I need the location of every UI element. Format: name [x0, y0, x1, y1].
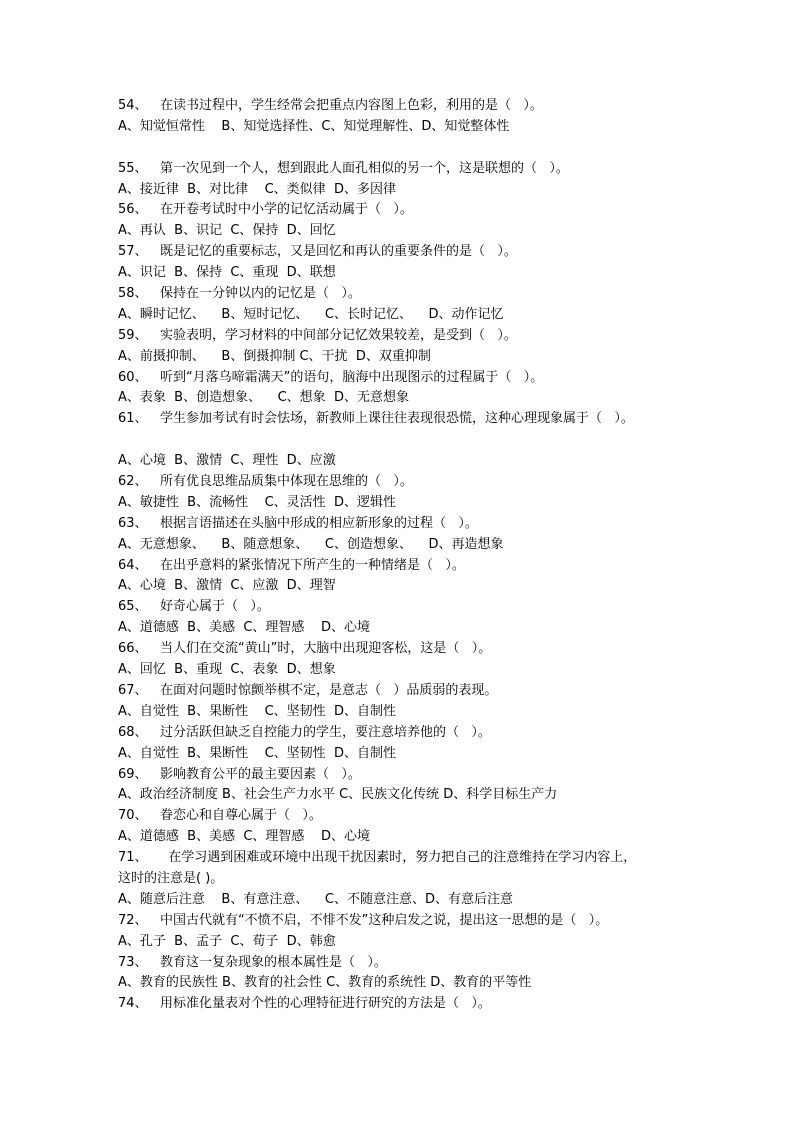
options-66: A、回忆 B、重现 C、表象 D、想象	[118, 662, 336, 678]
question-67: 67、 在面对问题时惊颤举棋不定，是意志（ ）品质弱的表现。	[118, 682, 498, 698]
options-57: A、识记 B、保持 C、重现 D、联想	[118, 265, 336, 281]
question-71-continued: 这时的注意是( )。	[118, 870, 224, 886]
blank-line	[118, 430, 718, 451]
options-68: A、自觉性 B、果断性 C、坚韧性 D、自制性	[118, 745, 396, 761]
question-list	[118, 96, 718, 1015]
question-73: 73、 教育这一复杂现象的根本属性是（ ）。	[118, 954, 387, 970]
options-59: A、前摄抑制、 B、倒摄抑制 C、干扰 D、双重抑制	[118, 348, 431, 364]
options-54: A、知觉恒常性 B、知觉选择性、C、知觉理解性、D、知觉整体性	[118, 118, 510, 134]
options-63: A、无意想象、 B、随意想象、 C、创造想象、 D、再造想象	[118, 536, 504, 552]
question-66: 66、 当人们在交流“黄山”时，大脑中出现迎客松，这是（ ）。	[118, 641, 492, 657]
question-72: 72、 中国古代就有“不愤不启，不悱不发”这种启发之说，提出这一思想的是（ ）。	[118, 912, 609, 928]
question-56: 56、 在开卷考试时中小学的记忆活动属于（ ）。	[118, 202, 413, 218]
options-62: A、敏捷性 B、流畅性 C、灵活性 D、逻辑性	[118, 494, 396, 510]
options-70: A、道德感 B、美感 C、理智感 D、心境	[118, 829, 370, 845]
question-70: 70、 眷恋心和自尊心属于（ ）。	[118, 808, 322, 824]
question-71: 71、 在学习遇到困难或环境中出现干扰因素时，努力把自己的注意维持在学习内容上，	[118, 850, 637, 866]
question-60: 60、 听到“月落乌啼霜满天”的语句，脑海中出现图示的过程属于（ ）。	[118, 369, 544, 385]
options-72: A、孔子 B、孟子 C、荀子 D、韩愈	[118, 933, 336, 949]
question-58: 58、 保持在一分钟以内的记忆是（ ）。	[118, 286, 361, 302]
options-58: A、瞬时记忆、 B、短时记忆、 C、长时记忆、 D、动作记忆	[118, 306, 504, 322]
question-59: 59、 实验表明，学习材料的中间部分记忆效果较差，是受到（ ）。	[118, 327, 517, 343]
options-64: A、心境 B、激情 C、应激 D、理智	[118, 578, 336, 594]
options-55: A、接近律 B、对比律 C、类似律 D、多因律	[118, 181, 396, 197]
options-65: A、道德感 B、美感 C、理智感 D、心境	[118, 620, 370, 636]
question-63: 63、 根据言语描述在头脑中形成的相应新形象的过程（ ）。	[118, 515, 478, 531]
options-56: A、再认 B、识记 C、保持 D、回忆	[118, 223, 336, 239]
options-60: A、表象 B、创造想象、 C、想象 D、无意想象	[118, 390, 409, 406]
options-67: A、自觉性 B、果断性 C、坚韧性 D、自制性	[118, 703, 396, 719]
question-54: 54、 在读书过程中，学生经常会把重点内容图上色彩，利用的是（ ）。	[118, 98, 543, 113]
options-69: A、政治经济制度 B、社会生产力水平 C、民族文化传统 D、科学目标生产力	[118, 787, 558, 803]
question-62: 62、 所有优良思维品质集中体现在思维的（ ）。	[118, 474, 413, 490]
question-65: 65、 好奇心属于（ ）。	[118, 599, 270, 615]
question-64: 64、 在出乎意料的紧张情况下所产生的一种情绪是（ ）。	[118, 557, 465, 573]
blank-line	[118, 138, 718, 159]
options-61: A、心境 B、激情 C、理性 D、应激	[118, 453, 336, 469]
question-69: 69、 影响教育公平的最主要因素（ ）。	[118, 766, 361, 782]
question-74: 74、 用标准化量表对个性的心理特征进行研究的方法是（ ）。	[118, 996, 491, 1012]
question-68: 68、 过分活跃但缺乏自控能力的学生，要注意培养他的（ ）。	[118, 724, 491, 740]
question-57: 57、 既是记忆的重要标志，又是回忆和再认的重要条件的是（ ）。	[118, 244, 517, 260]
question-55: 55、 第一次见到一个人，想到跟此人面孔相似的另一个，这是联想的（ ）。	[118, 160, 569, 176]
options-71: A、随意后注意 B、有意注意、 C、不随意注意、D、有意后注意	[118, 891, 513, 907]
question-61: 61、 学生参加考试有时会怯场，新教师上课往往表现很恐慌，这种心理现象属于（ ）。	[118, 411, 634, 427]
options-73: A、教育的民族性 B、教育的社会性 C、教育的系统性 D、教育的平等性	[118, 975, 532, 991]
